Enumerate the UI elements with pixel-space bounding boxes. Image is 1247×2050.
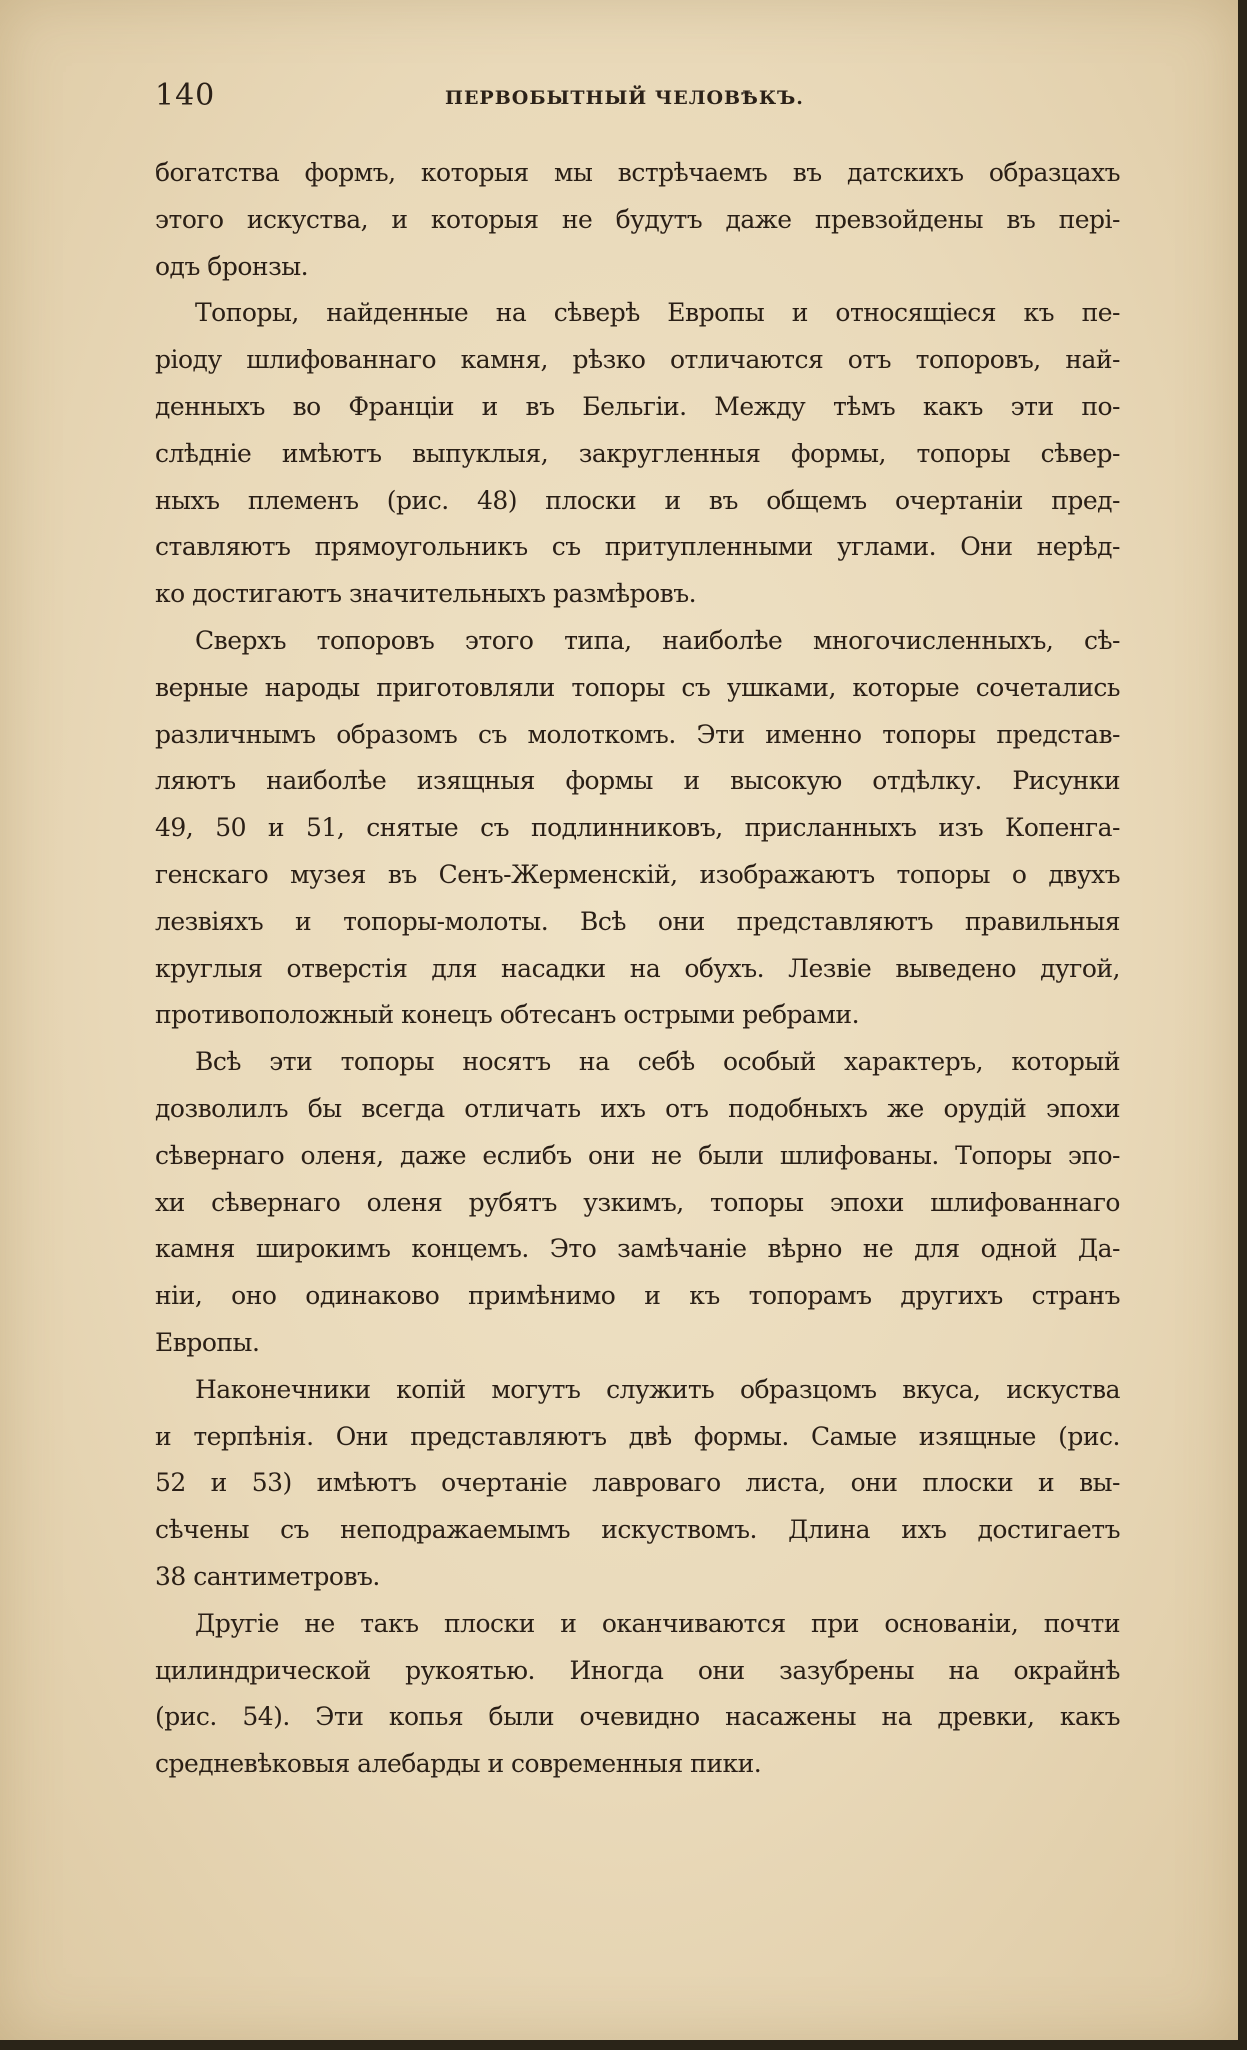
page-header bbox=[155, 78, 1120, 128]
text-line: камня широкимъ концемъ. Это замѣчаніе вѣрно не для одной Да- bbox=[155, 1234, 1120, 1264]
text-line: ніи, оно одинаково примѣнимо и къ топорамъ другихъ странъ bbox=[155, 1281, 1120, 1311]
text-line: хи сѣвернаго оленя рубятъ узкимъ, топоры эпохи шлифованнаго bbox=[155, 1187, 1120, 1217]
paragraph bbox=[155, 1039, 1120, 1367]
text-line: ріоду шлифованнаго камня, рѣзко отличаются отъ топоровъ, най- bbox=[155, 345, 1120, 375]
paragraph bbox=[155, 290, 1120, 618]
text-line: различнымъ образомъ съ молоткомъ. Эти именно топоры представ- bbox=[155, 719, 1120, 749]
paragraph bbox=[155, 1601, 1120, 1788]
paragraph bbox=[155, 1367, 1120, 1601]
text-line: дозволилъ бы всегда отличать ихъ отъ подобныхъ же орудій эпохи bbox=[155, 1093, 1120, 1123]
text-line: сѣвернаго оленя, даже еслибъ они не были шлифованы. Топоры эпо- bbox=[155, 1140, 1120, 1170]
text-line: цилиндрической рукоятью. Иногда они зазубрены на окрайнѣ bbox=[155, 1655, 1120, 1685]
body-text bbox=[155, 150, 1120, 1788]
text-line: Сверхъ топоровъ этого типа, наиболѣе многочисленныхъ, сѣ- bbox=[195, 625, 1120, 655]
text-line: Топоры, найденные на сѣверѣ Европы и относящіеся къ пе- bbox=[195, 298, 1120, 328]
text-line: Европы. bbox=[155, 1327, 260, 1357]
paragraph bbox=[155, 150, 1120, 290]
paragraph bbox=[155, 618, 1120, 1039]
text-line: круглыя отверстія для насадки на обухъ. Лезвіе выведено дугой, bbox=[155, 953, 1120, 983]
text-line: 52 и 53) имѣютъ очертаніе лавроваго листа, они плоски и вы- bbox=[155, 1468, 1120, 1498]
page-number: 140 bbox=[155, 78, 216, 113]
text-line: сѣчены съ неподражаемымъ искуствомъ. Длина ихъ достигаетъ bbox=[155, 1515, 1120, 1545]
text-line: одъ бронзы. bbox=[155, 251, 309, 281]
text-line: ставляютъ прямоугольникъ съ притупленными углами. Они нерѣд- bbox=[155, 532, 1120, 562]
text-line: ко достигаютъ значительныхъ размѣровъ. bbox=[155, 579, 697, 609]
text-line: верные народы приготовляли топоры съ ушками, которые сочетались bbox=[155, 672, 1120, 702]
text-line: ляютъ наиболѣе изящныя формы и высокую отдѣлку. Рисунки bbox=[155, 766, 1120, 796]
text-line: генскаго музея въ Сенъ-Жерменскій, изображаютъ топоры о двухъ bbox=[155, 859, 1120, 889]
running-head: ПЕРВОБЫТНЫЙ ЧЕЛОВѢКЪ. bbox=[445, 87, 804, 109]
text-line: 38 сантиметровъ. bbox=[155, 1561, 380, 1591]
text-line: (рис. 54). Эти копья были очевидно насажены на древки, какъ bbox=[155, 1702, 1120, 1732]
text-line: и терпѣнія. Они представляютъ двѣ формы. Самые изящные (рис. bbox=[155, 1421, 1120, 1451]
text-line: противоположный конецъ обтесанъ острыми ребрами. bbox=[155, 1000, 860, 1030]
text-line: этого искуства, и которыя не будутъ даже превзойдены въ пері- bbox=[155, 204, 1120, 234]
text-line: Другіе не такъ плоски и оканчиваются при основаніи, почти bbox=[195, 1608, 1120, 1638]
text-line: денныхъ во Франціи и въ Бельгіи. Между тѣмъ какъ эти по- bbox=[155, 391, 1120, 421]
text-line: Всѣ эти топоры носятъ на себѣ особый характеръ, который bbox=[195, 1047, 1120, 1077]
text-line: средневѣковыя алебарды и современныя пики. bbox=[155, 1749, 762, 1779]
text-line: богатства формъ, которыя мы встрѣчаемъ въ датскихъ образцахъ bbox=[155, 158, 1120, 187]
text-line: 49, 50 и 51, снятые съ подлинниковъ, присланныхъ изъ Копенга- bbox=[155, 813, 1120, 843]
text-line: лезвіяхъ и топоры-молоты. Всѣ они представляютъ правильныя bbox=[155, 906, 1120, 936]
text-line: слѣдніе имѣютъ выпуклыя, закругленныя формы, топоры сѣвер- bbox=[155, 438, 1120, 468]
text-line: ныхъ племенъ (рис. 48) плоски и въ общемъ очертаніи пред- bbox=[155, 485, 1120, 515]
text-line: Наконечники копій могутъ служить образцомъ вкуса, искуства bbox=[195, 1374, 1120, 1404]
